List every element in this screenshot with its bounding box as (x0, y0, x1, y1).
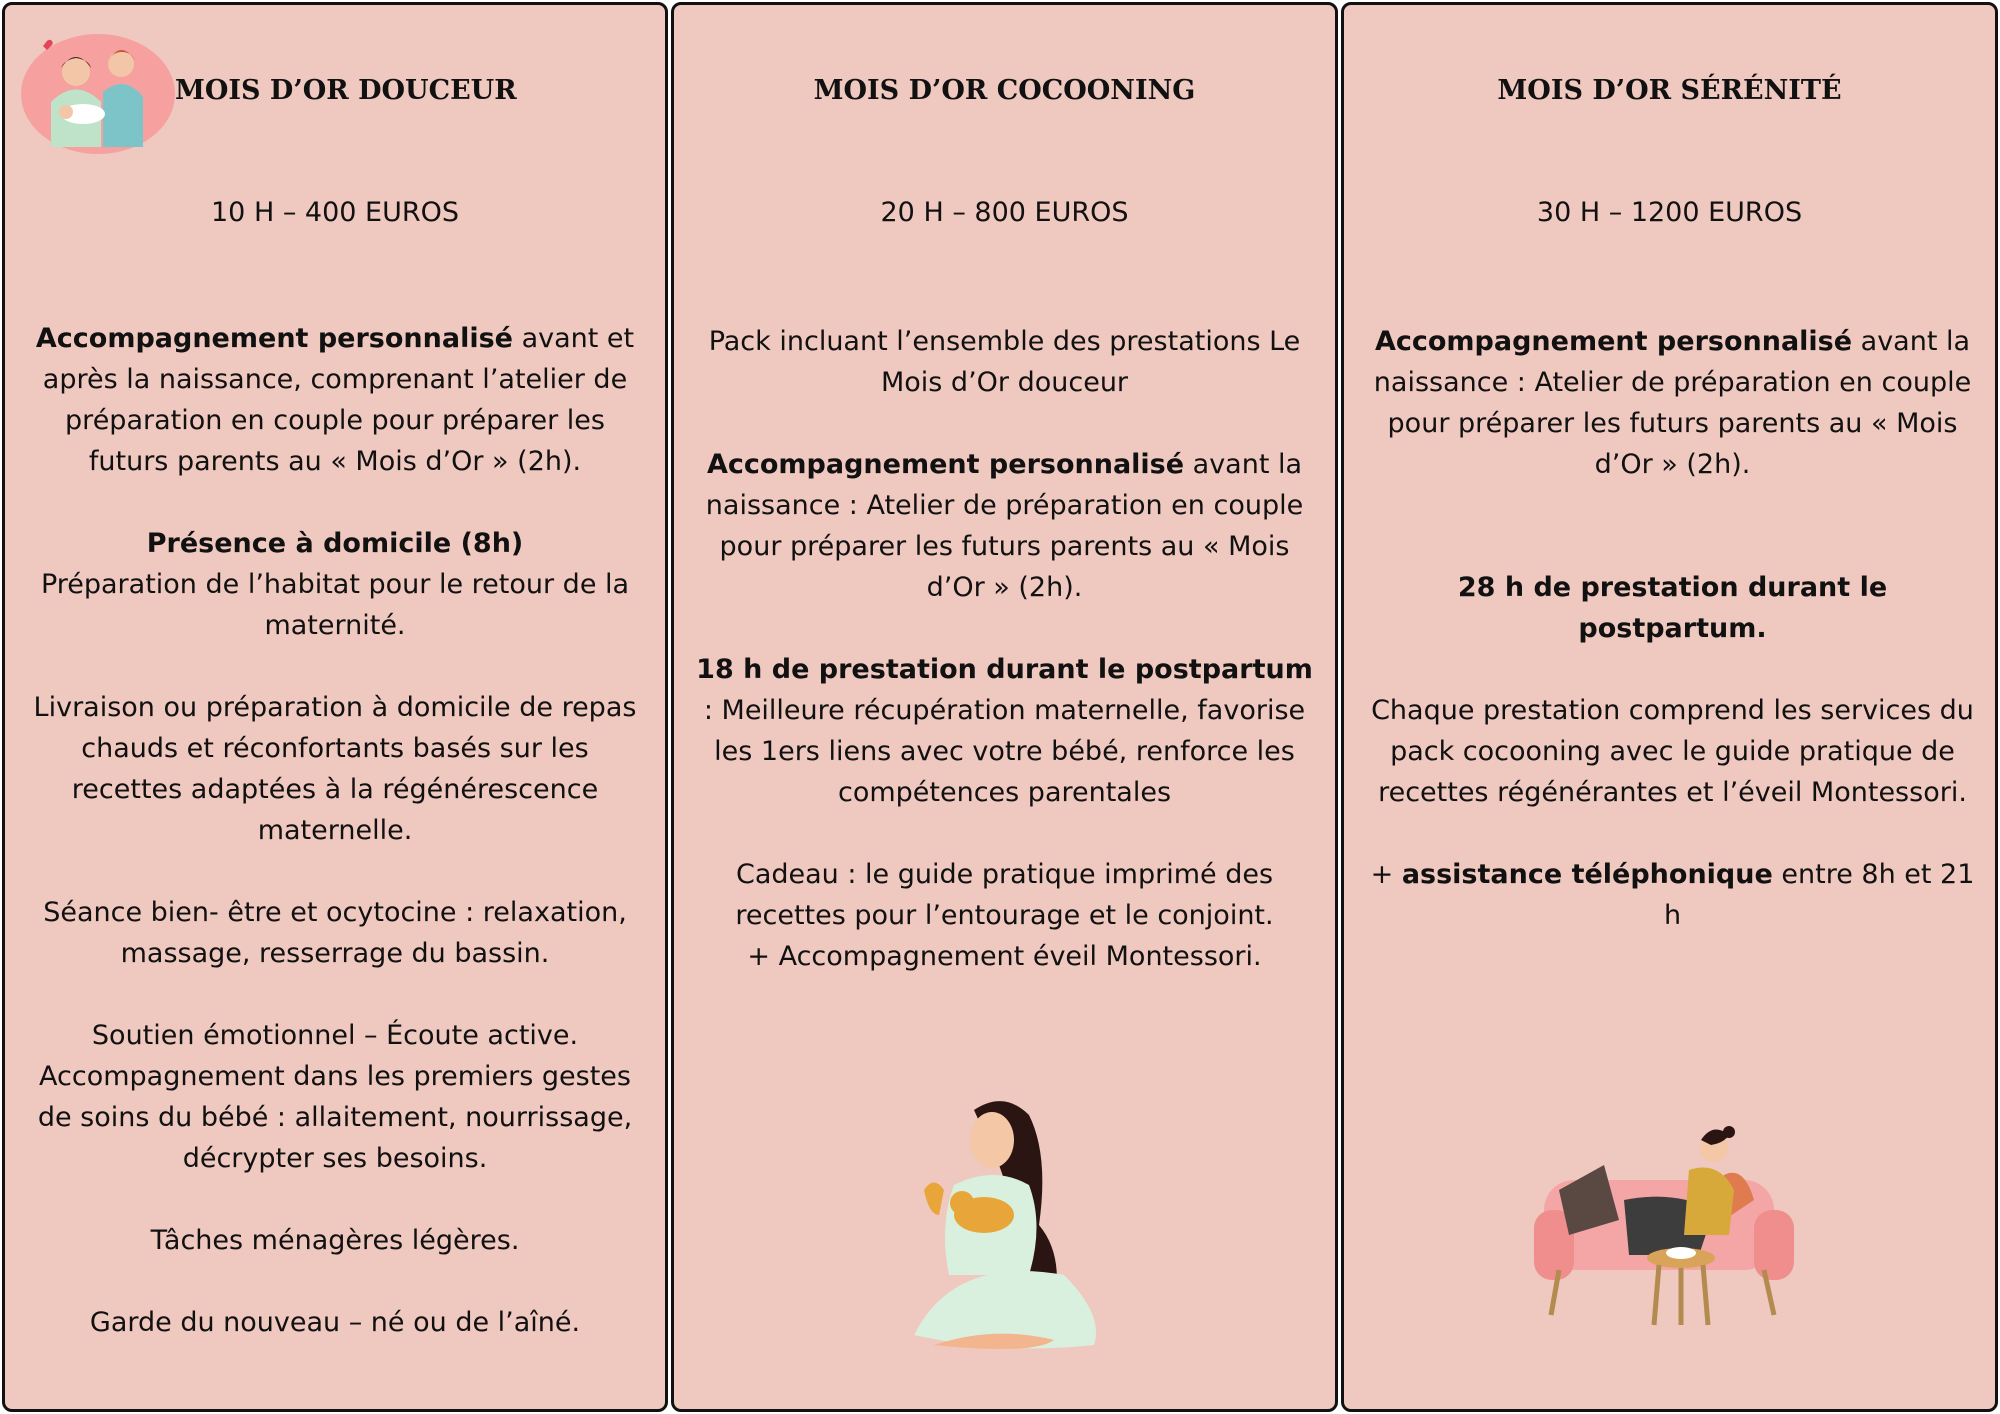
paragraph-text: + Accompagnement éveil Montessori. (747, 941, 1262, 972)
bold-label: Présence à domicile (8h) (146, 528, 524, 559)
offer-title: MOIS D’OR COCOONING (813, 75, 1196, 106)
offer-title: MOIS D’OR DOUCEUR (175, 75, 517, 106)
paragraph-text: Cadeau : le guide pratique imprimé des recettes pour l’entourage et le conjoint. (735, 859, 1274, 931)
offer-description (1362, 321, 1983, 977)
bold-label: Accompagnement personnalisé (35, 323, 513, 354)
offer-price: 10 H – 400 EUROS (211, 197, 459, 228)
woman-relaxing-on-sofa-illustration (1529, 1120, 1799, 1330)
paragraph-text: : Meilleure récupération maternelle, favorise les 1ers liens avec votre bébé, renforce les compétences parentales (703, 695, 1306, 808)
offer-description (29, 318, 641, 1384)
paragraph-text: Préparation de l’habitat pour le retour de la maternité. (40, 569, 630, 641)
bold-label: 18 h de prestation durant le postpartum (696, 654, 1313, 685)
bold-label: assistance téléphonique (1401, 859, 1773, 890)
paragraph-text: + (1370, 859, 1402, 890)
mother-and-helper-illustration (21, 32, 176, 157)
paragraph-text: avant la naissance : Atelier de préparation en couple pour préparer les futurs parents au « Mois d’Or » (2h). (705, 449, 1304, 603)
description-paragraph (29, 523, 641, 646)
paragraph-text: entre 8h et 21 h (1663, 859, 1975, 931)
description-paragraph (1362, 567, 1983, 649)
offer-price: 30 H – 1200 EUROS (1536, 197, 1803, 228)
description-paragraph: Chaque prestation comprend les services du pack cocooning avec le guide pratique de recettes régénérantes et l’éveil Montessori. (1371, 695, 1974, 808)
paragraph-text: Soutien émotionnel – Écoute active. (91, 1020, 579, 1051)
bold-label: Accompagnement personnalisé (706, 449, 1185, 480)
offer-card-douceur (2, 2, 668, 1412)
offer-card-cocooning (671, 2, 1338, 1412)
description-paragraph (29, 318, 641, 482)
description-paragraph: Séance bien- être et ocytocine : relaxation, massage, resserrage du bassin. (43, 897, 627, 969)
bold-label: Accompagnement personnalisé (1374, 326, 1853, 357)
bold-label: 28 h de prestation durant le postpartum. (1457, 572, 1888, 644)
description-paragraph: Livraison ou préparation à domicile de repas chauds et réconfortants basés sur les recettes adaptées à la régénérescence maternelle. (33, 692, 637, 846)
breastfeeding-mother-illustration (864, 1095, 1164, 1365)
description-paragraph (694, 444, 1315, 608)
offer-description (694, 321, 1315, 1018)
paragraph-text: avant la naissance : Atelier de préparation en couple pour préparer les futurs parents au « Mois d’Or » (2h). (1373, 326, 1972, 480)
description-paragraph (694, 854, 1315, 977)
description-paragraph (1362, 854, 1983, 936)
description-paragraph: Pack incluant l’ensemble des prestations Le Mois d’Or douceur (708, 326, 1301, 398)
paragraph-text: Accompagnement dans les premiers gestes de soins du bébé : allaitement, nourrissage, décrypter ses besoins. (37, 1061, 633, 1174)
offer-title: MOIS D’OR SÉRÉNITÉ (1497, 75, 1842, 106)
description-paragraph: Garde du nouveau – né ou de l’aîné. (89, 1307, 581, 1338)
description-paragraph (29, 1015, 641, 1179)
paragraph-text: avant et après la naissance, comprenant l’atelier de préparation en couple pour préparer les futurs parents au « Mois d’Or » (2h). (42, 323, 635, 477)
description-paragraph: Tâches ménagères légères. (150, 1225, 520, 1256)
offer-card-serenite (1341, 2, 1998, 1412)
description-paragraph (694, 649, 1315, 813)
offer-price: 20 H – 800 EUROS (880, 197, 1129, 228)
description-paragraph (1362, 321, 1983, 485)
